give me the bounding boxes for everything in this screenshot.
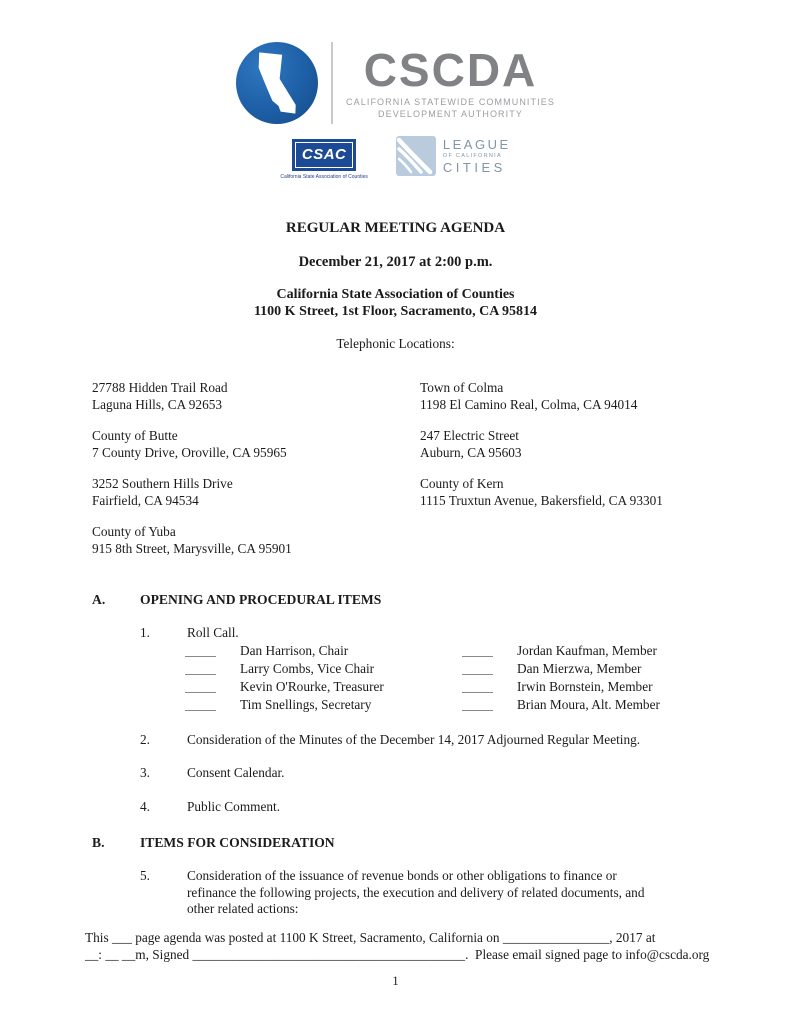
rollcall-name: Kevin O'Rourke, Treasurer <box>240 678 384 694</box>
rollcall-name: Dan Mierzwa, Member <box>517 660 642 676</box>
meeting-title: REGULAR MEETING AGENDA <box>285 220 506 236</box>
cscda-tagline-1: CALIFORNIA STATEWIDE COMMUNITIES <box>346 97 555 107</box>
location-line: 7 County Drive, Oroville, CA 95965 <box>92 444 287 460</box>
rollcall-name: Jordan Kaufman, Member <box>517 642 657 658</box>
venue-address: 1100 K Street, 1st Floor, Sacramento, CA 95814 <box>253 304 538 319</box>
rollcall-blank <box>185 643 216 657</box>
item-text: Consent Calendar. <box>187 765 285 780</box>
item-text: Consideration of the issuance of revenue bonds or other obligations to finance or refinance the following projects, the execution and delivery of related documents, and other related actions: <box>187 868 645 916</box>
location-entry <box>420 428 703 461</box>
rollcall-blank <box>462 643 493 657</box>
logo-area <box>0 0 791 180</box>
partner-logos <box>280 136 510 180</box>
agenda-item-5 <box>140 868 703 918</box>
location-entry <box>420 380 703 413</box>
meeting-datetime: December 21, 2017 at 2:00 p.m. <box>298 254 493 270</box>
item-text: Public Comment. <box>187 798 281 814</box>
location-entry <box>92 524 420 557</box>
section-letter: A. <box>92 592 106 607</box>
location-line: County of Kern <box>420 476 504 491</box>
item-number: 1. <box>140 625 150 640</box>
location-line: 247 Electric Street <box>420 428 519 443</box>
location-line: 1198 El Camino Real, Colma, CA 94014 <box>420 396 638 412</box>
logo-divider <box>331 42 333 124</box>
telephonic-locations <box>92 380 703 572</box>
cscda-logo <box>236 42 555 124</box>
rollcall-name: Dan Harrison, Chair <box>240 642 349 658</box>
location-line: County of Butte <box>92 428 178 443</box>
league-swoosh-icon <box>396 136 436 176</box>
location-line: Fairfield, CA 94534 <box>92 492 199 508</box>
league-line-2: OF CALIFORNIA <box>442 153 502 159</box>
csac-acronym: CSAC <box>295 142 354 168</box>
california-globe-icon <box>236 42 318 124</box>
section-heading-a <box>92 592 703 608</box>
section-title: ITEMS FOR CONSIDERATION <box>140 835 335 850</box>
csac-logo <box>280 139 368 180</box>
rollcall-blank <box>185 679 216 693</box>
rollcall-blank <box>462 679 493 693</box>
rollcall-name: Tim Snellings, Secretary <box>240 696 372 712</box>
section-heading-b <box>92 835 703 851</box>
location-line: 1115 Truxtun Avenue, Bakersfield, CA 93301 <box>420 492 663 508</box>
page-number: 1 <box>392 974 399 988</box>
title-block <box>0 220 791 352</box>
league-of-california-cities-logo <box>396 136 511 176</box>
agenda-item-3 <box>140 765 703 782</box>
location-line: Auburn, CA 95603 <box>420 444 522 460</box>
agenda-item-1 <box>140 625 703 642</box>
california-state-icon <box>246 47 309 118</box>
location-line: Laguna Hills, CA 92653 <box>92 396 223 412</box>
rollcall-blank <box>462 661 493 675</box>
csac-logo-box <box>292 139 357 171</box>
location-line: Town of Colma <box>420 380 504 395</box>
location-entry <box>92 428 420 461</box>
location-line: 27788 Hidden Trail Road <box>92 380 228 395</box>
item-number: 5. <box>140 868 150 883</box>
rollcall-blank <box>185 697 216 711</box>
csac-caption: California State Association of Counties <box>280 174 368 180</box>
cscda-tagline-2: DEVELOPMENT AUTHORITY <box>378 109 523 119</box>
cscda-wordmark: CSCDA <box>363 44 538 96</box>
rollcall-blank <box>185 661 216 675</box>
footer-line-2: __: __ __m, Signed _________________________________________. Please email signed page to info@cscda.org <box>85 947 710 962</box>
league-line-1: LEAGUE <box>442 137 511 152</box>
item-text: Roll Call. <box>187 625 239 640</box>
location-line: County of Yuba <box>92 524 176 539</box>
rollcall-name: Brian Moura, Alt. Member <box>517 696 660 712</box>
footer-line-1: This ___ page agenda was posted at 1100 K Street, Sacramento, California on ________________, 2017 at <box>85 930 656 945</box>
location-entry <box>420 476 703 509</box>
agenda-item-2 <box>140 732 703 749</box>
cscda-wordmark-block <box>346 44 555 119</box>
location-entry <box>92 380 420 413</box>
item-number: 2. <box>140 731 150 747</box>
locations-right-column <box>420 380 703 572</box>
league-wordmark <box>443 137 511 175</box>
telephonic-label: Telephonic Locations: <box>336 336 455 351</box>
item-number: 4. <box>140 798 150 814</box>
roll-call-list <box>185 643 703 715</box>
rollcall-name: Irwin Bornstein, Member <box>517 678 653 694</box>
league-line-3: CITIES <box>442 160 506 175</box>
location-entry <box>92 476 420 509</box>
venue-name: California State Association of Counties <box>276 287 515 302</box>
item-number: 3. <box>140 765 150 780</box>
footer-posting-note <box>85 929 713 963</box>
agenda-item-4 <box>140 799 703 816</box>
location-line: 915 8th Street, Marysville, CA 95901 <box>92 540 292 556</box>
location-line: 3252 Southern Hills Drive <box>92 476 233 491</box>
item-text: Consideration of the Minutes of the December 14, 2017 Adjourned Regular Meeting. <box>187 731 641 747</box>
locations-left-column <box>92 380 420 572</box>
rollcall-name: Larry Combs, Vice Chair <box>240 660 375 676</box>
section-title: OPENING AND PROCEDURAL ITEMS <box>140 592 382 607</box>
section-letter: B. <box>92 835 105 850</box>
rollcall-blank <box>462 697 493 711</box>
